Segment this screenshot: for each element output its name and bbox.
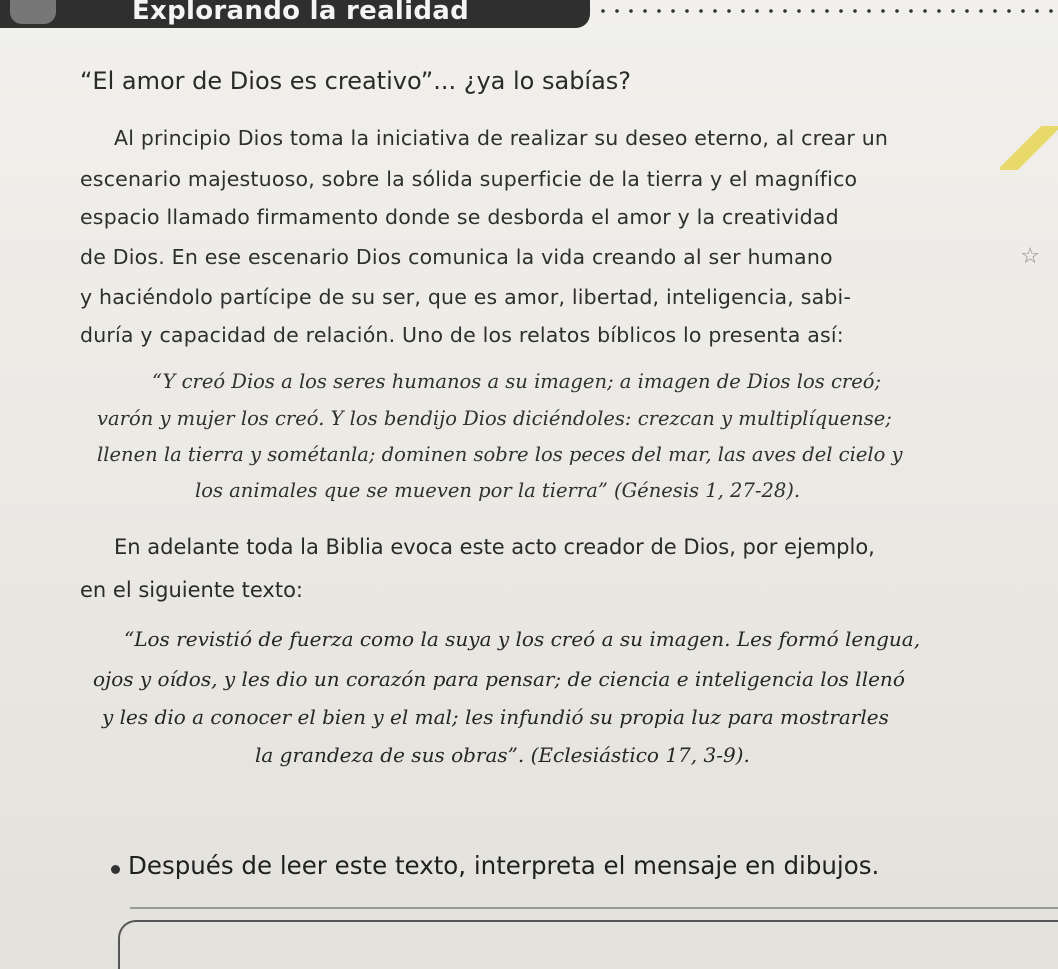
quote-line: “Y creó Dios a los seres humanos a su imagen; a imagen de Dios los creó; <box>152 370 882 393</box>
intro-question: “El amor de Dios es creativo”... ¿ya lo sabías? <box>80 67 632 95</box>
paragraph-2-line: En adelante toda la Biblia evoca este acto creador de Dios, por ejemplo, <box>114 535 875 559</box>
quote-line: y les dio a conocer el bien y el mal; les infundió su propia luz para mostrarles <box>102 705 889 729</box>
paragraph-1-line: de Dios. En ese escenario Dios comunica la vida creando al ser humano <box>80 245 833 269</box>
dotted-divider <box>596 9 1058 13</box>
answer-line <box>130 907 1058 909</box>
star-icon: ☆ <box>1020 244 1040 269</box>
paragraph-1-line: duría y capacidad de relación. Uno de los relatos bíblicos lo presenta así: <box>80 323 844 347</box>
paragraph-1-line: espacio llamado firmamento donde se desborda el amor y la creatividad <box>80 205 839 229</box>
drawing-box <box>118 920 1058 969</box>
quote-line: “Los revistió de fuerza como la suya y los creó a su imagen. Les formó lengua, <box>124 627 921 651</box>
bullet-icon <box>111 865 120 874</box>
paragraph-1-line: escenario majestuoso, sobre la sólida superficie de la tierra y el magnífico <box>80 167 858 191</box>
activity-instruction: Después de leer este texto, interpreta el mensaje en dibujos. <box>128 851 880 880</box>
quote-line: los animales que se mueven por la tierra” (Génesis 1, 27-28). <box>195 479 801 502</box>
margin-decoration <box>1000 126 1058 170</box>
quote-line: la grandeza de sus obras”. (Eclesiástico 17, 3-9). <box>255 743 750 767</box>
paragraph-1-line: Al principio Dios toma la iniciativa de realizar su deseo eterno, al crear un <box>114 126 889 150</box>
quote-line: varón y mujer los creó. Y los bendijo Dios diciéndoles: crezcan y multiplíquense; <box>97 407 892 430</box>
section-title: Explorando la realidad <box>132 0 470 26</box>
section-header-band <box>0 0 590 28</box>
section-icon <box>10 0 56 24</box>
quote-line: ojos y oídos, y les dio un corazón para pensar; de ciencia e inteligencia los llenó <box>93 667 905 691</box>
quote-line: llenen la tierra y sométanla; dominen sobre los peces del mar, las aves del cielo y <box>97 443 903 466</box>
paragraph-2-line: en el siguiente texto: <box>80 578 304 602</box>
paragraph-1-line: y haciéndolo partícipe de su ser, que es amor, libertad, inteligencia, sabi- <box>80 285 852 309</box>
